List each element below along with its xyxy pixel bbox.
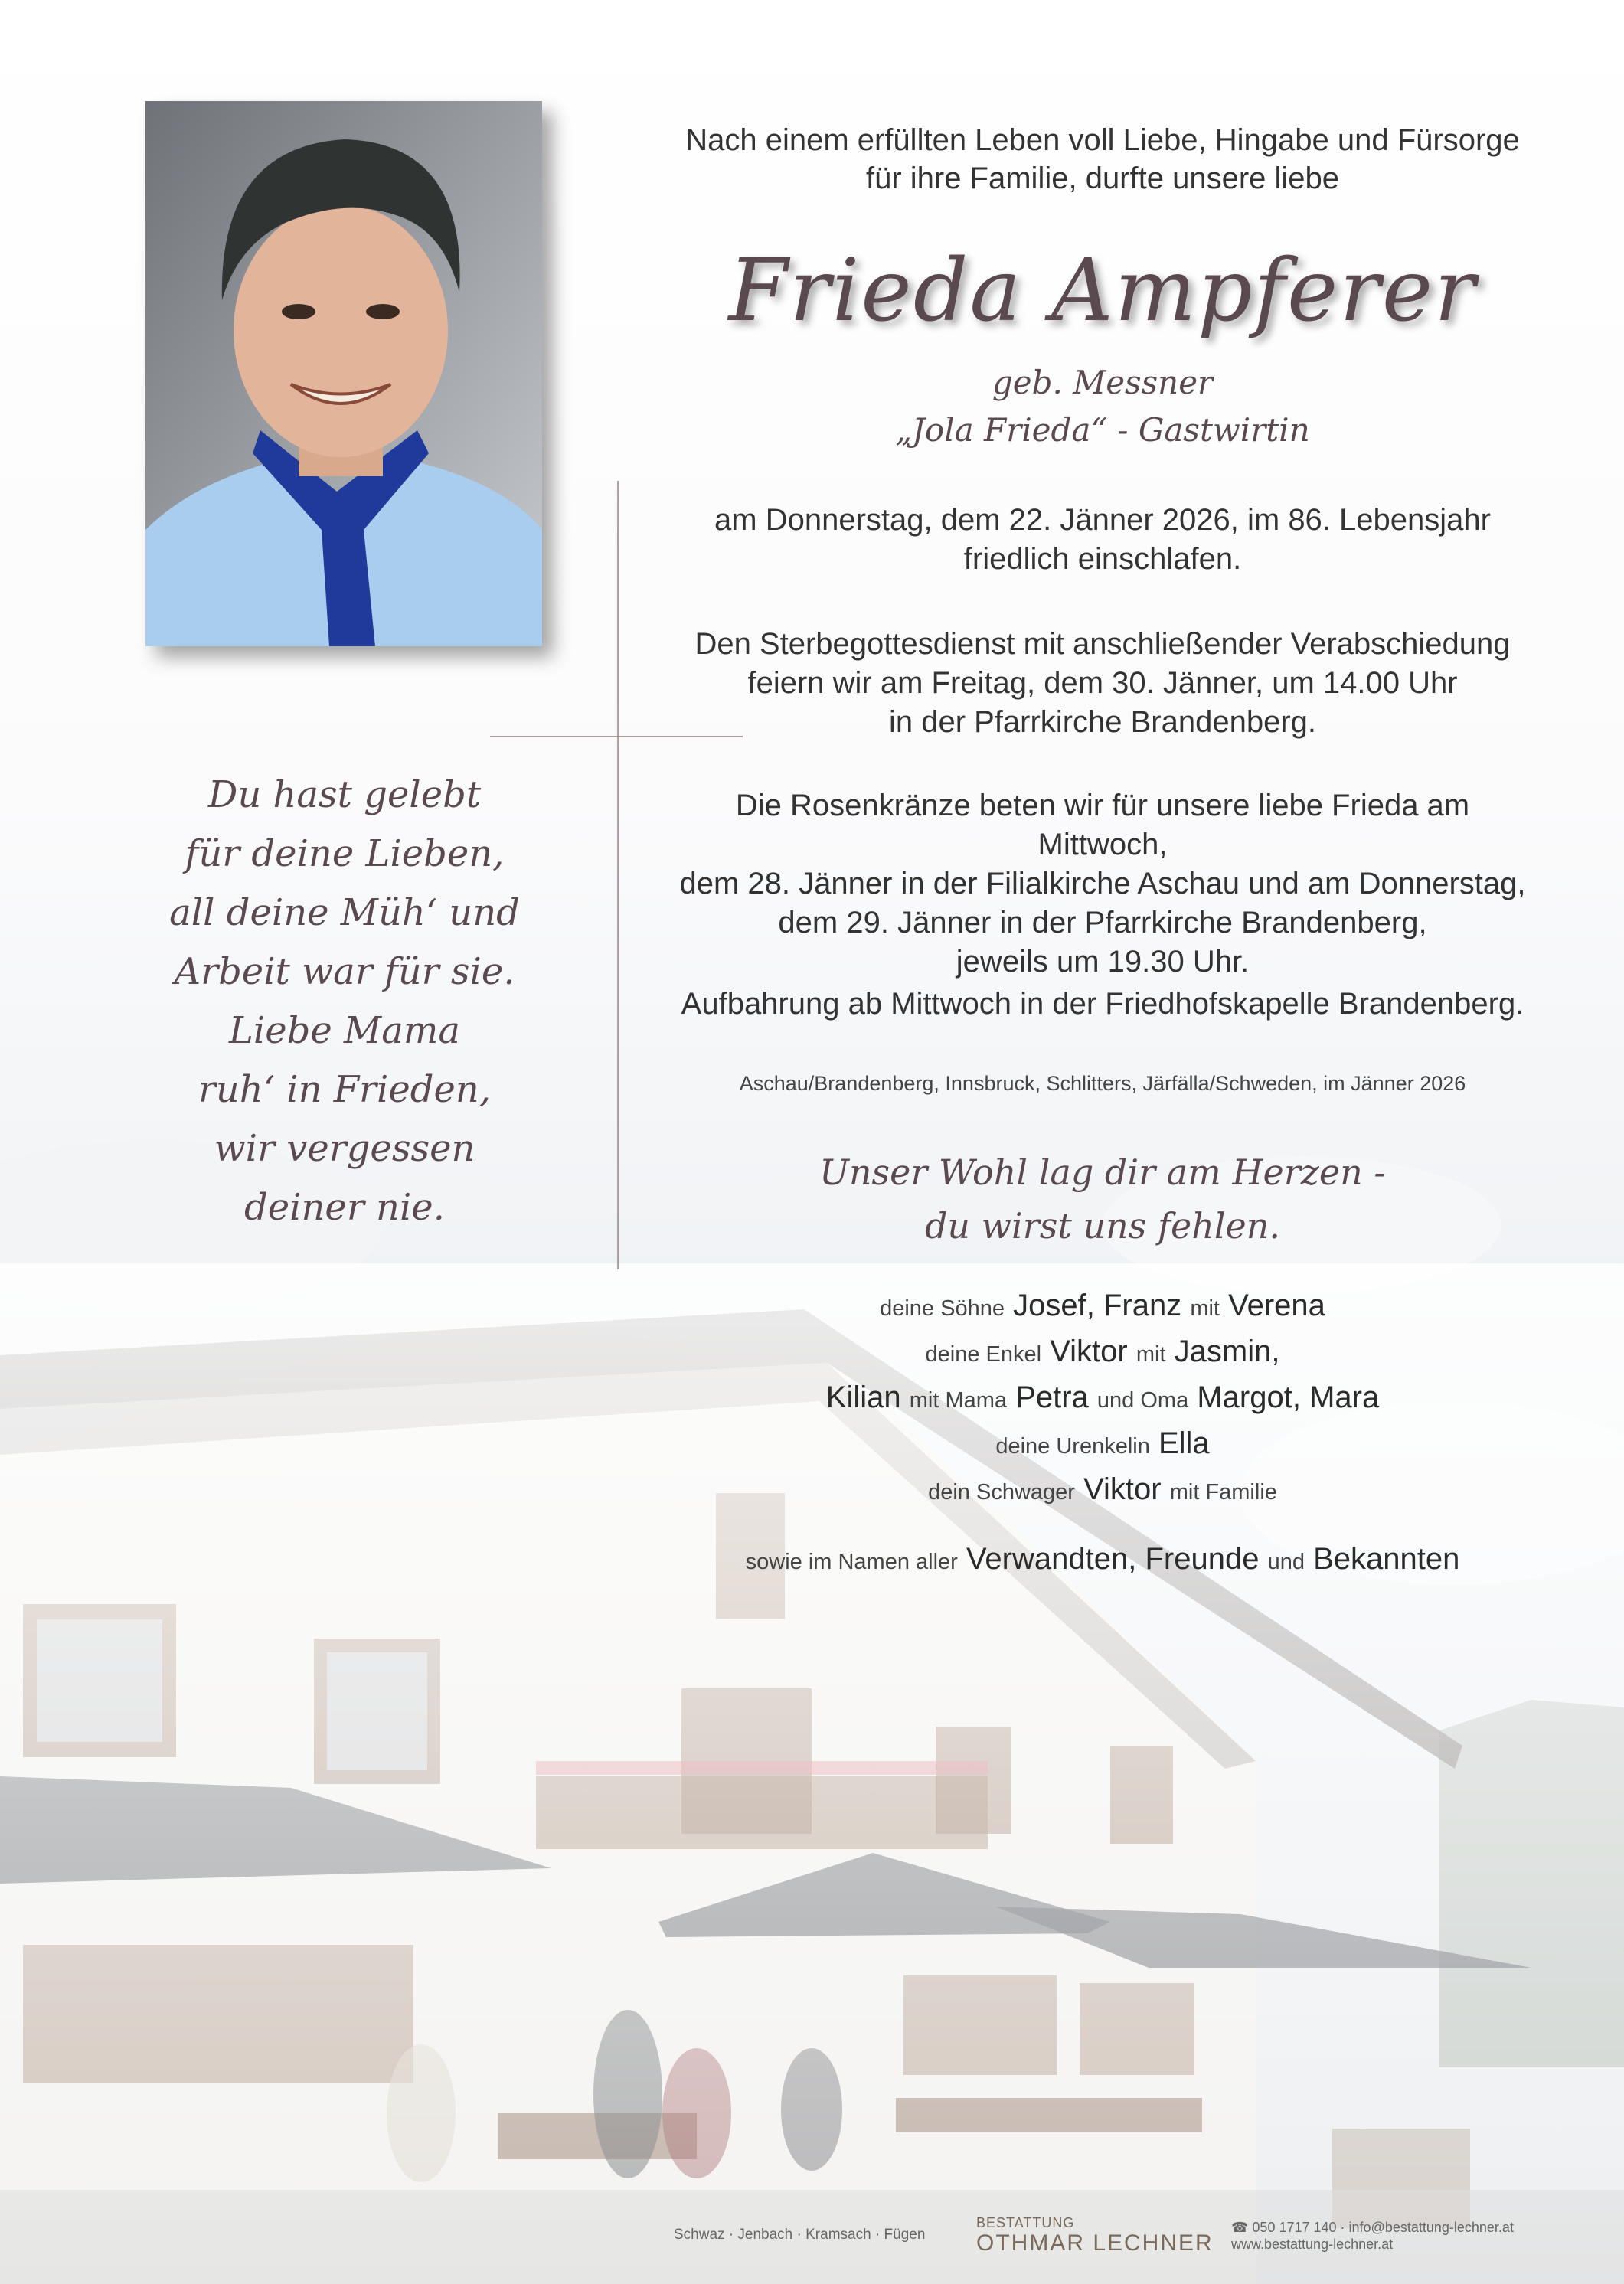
poem-line: all deine Müh‘ und [169,891,520,934]
footer-website: www.bestattung-lechner.at [1231,2237,1394,2252]
family-connector: mit [1135,1342,1166,1367]
poem-line: deiner nie. [244,1186,445,1229]
brand-small: BESTATTUNG [976,2215,1075,2230]
portrait-illustration [145,101,542,646]
rosary-line: Die Rosenkränze beten wir für unsere liebe Frieda am Mittwoch, [735,789,1470,861]
poem-line: ruh‘ in Frieden, [198,1068,492,1111]
family-member: Verwandten, [966,1542,1137,1576]
intro-text [674,121,1531,198]
rosary-line: jeweils um 19.30 Uhr. [956,945,1250,979]
brand-big: OTHMAR LECHNER [976,2230,1214,2256]
cross-vertical-line [617,481,619,1269]
nickname: „Jola Frieda“ - Gastwirtin [895,411,1310,449]
death-line: friedlich einschlafen. [963,542,1242,576]
rosary-line: dem 28. Jänner in der Filialkirche Aschau und am Donnerstag, [679,867,1526,900]
rosary-notice [674,786,1531,982]
poem-line: Liebe Mama [229,1009,460,1052]
poem [130,766,559,1237]
intro-line: Nach einem erfüllten Leben voll Liebe, Hingabe und Fürsorge [685,123,1520,157]
family-member: Petra [1015,1381,1089,1414]
funeral-line: in der Pfarrkirche Brandenberg. [888,705,1317,739]
funeral-home-logo [976,2215,1214,2256]
family-member: Viktor [1050,1335,1128,1368]
footer-contact [1231,2219,1514,2253]
family-member: Jasmin, [1174,1335,1280,1368]
family-connector: mit Mama [909,1388,1008,1413]
death-line: am Donnerstag, dem 22. Jänner 2026, im 86. Lebensjahr [714,503,1491,537]
family-relation: dein Schwager [928,1480,1075,1505]
family-connector: mit [1190,1296,1220,1321]
funeral-line: Den Sterbegottesdienst mit anschließender Verabschiedung [694,627,1511,661]
rosary-line: dem 29. Jänner in der Pfarrkirche Brandenberg, [778,906,1427,939]
motto-line: du wirst uns fehlen. [924,1205,1281,1247]
intro-line: für ihre Familie, durfte unsere liebe [865,162,1340,195]
family-relation: deine Söhne [880,1296,1005,1321]
places-date: Aschau/Brandenberg, Innsbruck, Schlitters, Järfälla/Schweden, im Jänner 2026 [739,1072,1466,1095]
family-member: Josef, [1013,1289,1095,1322]
family-member: Margot, Mara [1197,1381,1380,1414]
family-line-great-grandchild [674,1420,1531,1469]
funeral-line: feiern wir am Freitag, dem 30. Jänner, um 14.00 Uhr [747,666,1458,700]
family-line-grandchildren [674,1328,1531,1377]
birth-name: geb. Messner [992,364,1214,401]
family-member: Bekannten [1313,1542,1460,1576]
motto [674,1145,1531,1253]
family-line-grandchildren-2 [674,1374,1531,1423]
funeral-service [674,625,1531,742]
family-member: Freunde [1145,1542,1260,1576]
lying-in-state: Aufbahrung ab Mittwoch in der Friedhofskapelle Brandenberg. [681,987,1524,1021]
portrait-photo [145,101,542,646]
poem-line: für deine Lieben, [185,832,505,875]
family-line-brother-in-law [674,1466,1531,1515]
deceased-name: Frieda Ampferer [728,241,1477,341]
family-member: Viktor [1083,1472,1162,1506]
motto-line: Unser Wohl lag dir am Herzen - [819,1152,1386,1193]
family-relation: deine Enkel [925,1342,1042,1367]
family-member: Ella [1158,1426,1210,1460]
poem-line: Du hast gelebt [207,773,482,816]
family-member: Verena [1228,1289,1325,1322]
death-notice [674,501,1531,579]
poem-line: Arbeit war für sie. [174,950,515,993]
family-connector: und Oma [1096,1388,1189,1413]
family-member: Kilian [825,1381,901,1414]
family-connector: und [1267,1550,1305,1574]
family-relation: deine Urenkelin [995,1434,1150,1459]
footer-phone-email: ☎ 050 1717 140 · info@bestattung-lechner.at [1231,2220,1514,2235]
poem-line: wir vergessen [214,1127,475,1170]
family-member: Franz [1103,1289,1182,1322]
family-connector: mit Familie [1169,1480,1277,1505]
family-relation: sowie im Namen aller [745,1550,958,1574]
family-line-sons [674,1283,1531,1332]
family-line-relatives [674,1536,1531,1585]
footer-towns: Schwaz · Jenbach · Kramsach · Fügen [674,2227,926,2243]
